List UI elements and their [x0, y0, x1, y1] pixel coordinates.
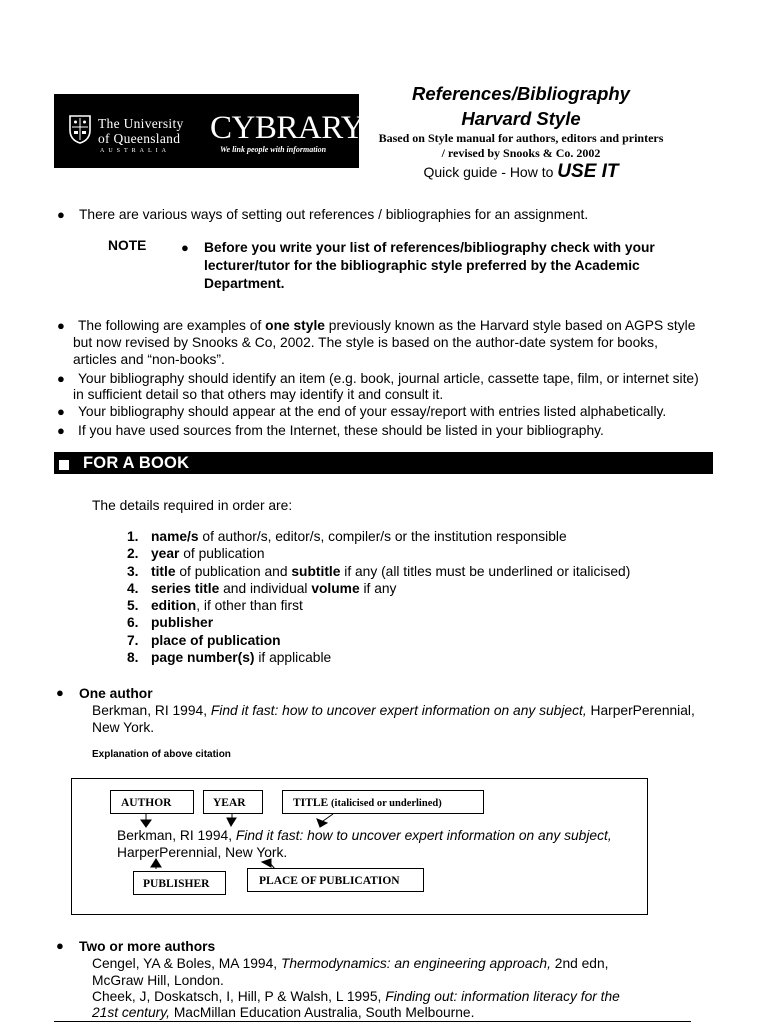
author-label-box: AUTHOR: [110, 790, 194, 814]
intro-bullet-row: [57, 206, 65, 223]
identify-bullet-line1: Your bibliography should identify an item (e.g. book, journal article, cassette tape, film, or internet site): [78, 371, 699, 386]
citation-cengel-line2: McGraw Hill, London.: [92, 973, 224, 988]
note-label: NOTE: [108, 238, 147, 253]
one-author-citation-line1: Berkman, RI 1994, Find it fast: how to uncover expert information on any subject, HarperPerennial,: [92, 703, 695, 718]
bullet-icon: ●: [56, 938, 64, 953]
section-title: FOR A BOOK: [83, 454, 190, 472]
use-it-text: USE IT: [557, 161, 619, 182]
citation-cheek-line1: Cheek, J, Doskatsch, I, Hill, P & Walsh, L 1995, Finding out: information literacy for the: [92, 989, 620, 1004]
list-item: 3. title of publication and subtitle if any (all titles must be underlined or italicised): [127, 563, 631, 579]
note-line3: Department.: [204, 276, 285, 291]
style-bullet-line3: articles and “non-books”.: [73, 352, 225, 367]
end-bullet-text: Your bibliography should appear at the end of your essay/report with entries listed alphabetically.: [78, 404, 667, 419]
year-label-box: YEAR: [203, 790, 263, 814]
square-bullet-icon: [59, 460, 69, 470]
source-line1: Based on Style manual for authors, editors and printers: [378, 131, 664, 145]
identify-bullet-line2: in sufficient detail so that others may identify it and consult it.: [73, 387, 444, 402]
internet-bullet-text: If you have used sources from the Internet, these should be listed in your bibliography.: [78, 423, 604, 438]
details-intro: The details required in order are:: [92, 498, 293, 513]
arrow-down-icon: [141, 820, 151, 827]
note-line1: Before you write your list of references/bibliography check with your: [204, 240, 655, 255]
place-label-box: PLACE OF PUBLICATION: [247, 868, 424, 892]
page-bottom-rule: [54, 1021, 691, 1022]
doc-title: References/Bibliography: [412, 83, 630, 104]
arrow-down-icon: [227, 818, 236, 826]
list-item: 8. page number(s) if applicable: [127, 650, 332, 666]
citation-cengel-line1: Cengel, YA & Boles, MA 1994, Thermodynamics: an engineering approach, 2nd edn,: [92, 956, 609, 971]
bullet-icon: ●: [56, 685, 64, 700]
one-author-heading: One author: [79, 686, 153, 701]
quick-guide-prefix: Quick guide - How to: [423, 164, 554, 180]
two-authors-heading: Two or more authors: [79, 939, 216, 954]
cybrary-logo: [54, 94, 365, 168]
logo-brand: CYBRARY: [210, 110, 365, 146]
one-author-citation-line2: New York.: [92, 720, 155, 735]
list-item: 5. edition, if other than first: [127, 598, 303, 614]
uq-crest-icon: [68, 114, 92, 144]
style-bullet-line1: The following are examples of one style previously known as the Harvard style based on AGPS style: [78, 318, 696, 333]
list-item: 7. place of publication: [127, 632, 281, 648]
details-list: [127, 528, 630, 666]
logo-university-line1: The University: [98, 116, 184, 131]
doc-subtitle: Harvard Style: [461, 108, 581, 129]
arrow-down-icon: [317, 819, 327, 827]
logo-country: AUSTRALIA: [100, 148, 170, 154]
title-label-box: TITLE (italicised or underlined): [282, 790, 484, 814]
intro-bullet-text: There are various ways of setting out references / bibliographies for an assignment.: [79, 207, 589, 222]
list-item: 4. series title and individual volume if any: [127, 580, 397, 596]
quick-guide-line: [360, 161, 682, 183]
one-style-text: one style: [265, 318, 325, 333]
citation-cheek-line2: 21st century, MacMillan Education Australia, South Melbourne.: [92, 1005, 475, 1020]
logo-university-line2: of Queensland: [98, 131, 181, 146]
bullet-icon: ●: [57, 423, 65, 438]
section-header-bar: [54, 452, 713, 474]
source-line2: / revised by Snooks & Co. 2002: [441, 146, 601, 160]
list-item: 6. publisher: [127, 615, 214, 631]
bullet-icon: ●: [57, 371, 65, 386]
bullet-icon: ●: [57, 404, 65, 419]
publisher-label-box: PUBLISHER: [133, 871, 226, 895]
note-line2: lecturer/tutor for the bibliographic style preferred by the Academic: [204, 258, 640, 273]
logo-tagline: We link people with information: [220, 145, 327, 154]
note-bullet-icon: ●: [181, 240, 189, 255]
style-bullet-line2: but now revised by Snooks & Co, 2002. The style is based on the author-date system for books,: [73, 335, 658, 350]
explanation-label: Explanation of above citation: [92, 749, 231, 760]
list-item: 1. name/s of author/s, editor/s, compiler/s or the institution responsible: [127, 529, 567, 544]
list-item: 2. year of publication: [127, 546, 265, 562]
bullet-icon: ●: [57, 207, 65, 222]
diagram-citation-line1: Berkman, RI 1994, Find it fast: how to uncover expert information on any subject,: [117, 828, 612, 843]
bullet-icon: ●: [57, 318, 65, 333]
diagram-citation-line2: HarperPerennial, New York.: [117, 845, 288, 860]
